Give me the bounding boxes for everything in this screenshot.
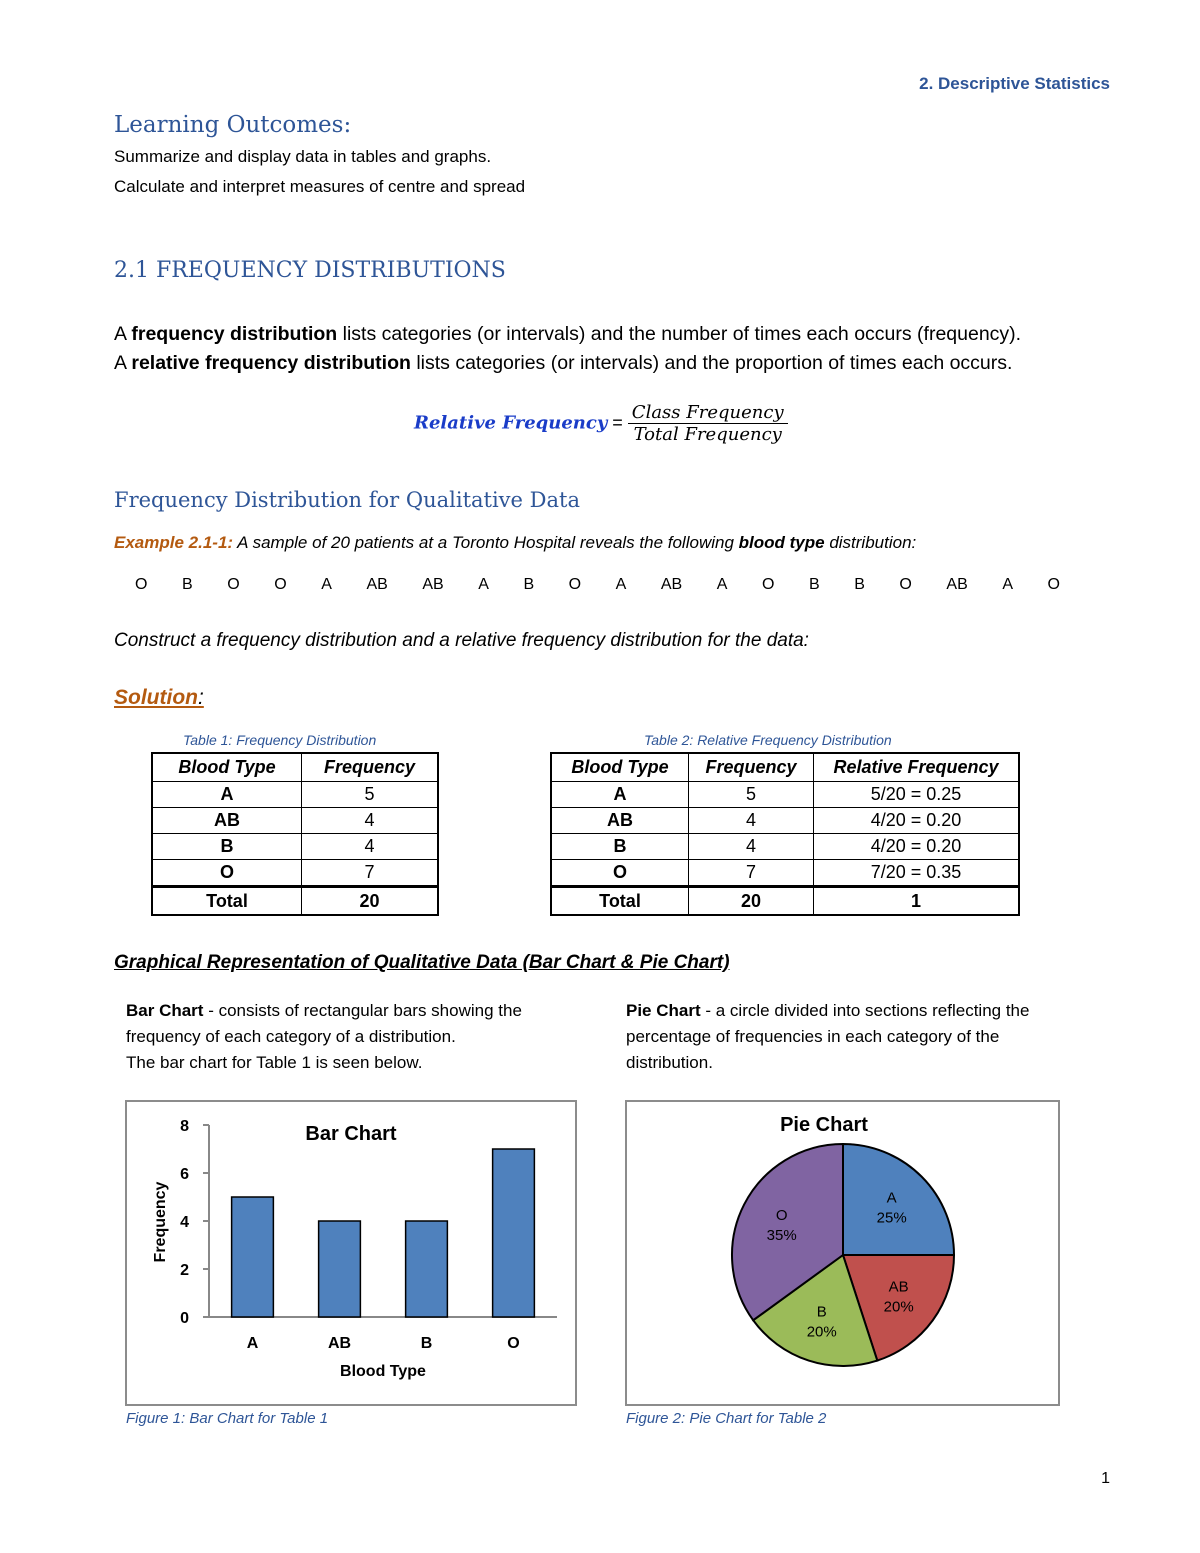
table-cell: B	[152, 834, 302, 860]
pie-slice-percent: 20%	[883, 1298, 914, 1316]
table-cell: AB	[152, 808, 302, 834]
sequence-item: B	[523, 576, 535, 593]
table-cell: 7	[302, 860, 439, 887]
table-header-cell: Relative Frequency	[814, 753, 1020, 782]
x-tick-label: AB	[327, 1335, 352, 1352]
pie-slice-label: B	[816, 1303, 827, 1321]
description-line	[126, 998, 522, 1024]
table-cell: 5	[302, 782, 439, 808]
pie-slice-percent: 20%	[806, 1323, 837, 1341]
bar-AB	[319, 1221, 361, 1317]
table-cell: 7	[689, 860, 814, 887]
pie-slice-A	[843, 1144, 954, 1255]
solution-colon: :	[197, 686, 204, 709]
bar-B	[406, 1221, 448, 1317]
table-cell: 5/20 = 0.25	[814, 782, 1020, 808]
table2-caption: Table 2: Relative Frequency Distribution	[644, 732, 892, 748]
table-total-row	[551, 887, 1019, 916]
x-tick-label: A	[246, 1335, 259, 1352]
sequence-item: O	[761, 576, 775, 593]
description-line: percentage of frequencies in each category of the	[626, 1027, 1000, 1046]
sequence-item: AB	[422, 576, 444, 593]
pie-chart-frame	[625, 1100, 1060, 1406]
pie-chart-title: Pie Chart	[780, 1114, 868, 1136]
bar-chart-description	[126, 998, 522, 1076]
definition-term: frequency distribution	[131, 323, 338, 345]
sequence-item: O	[899, 576, 912, 593]
table-cell: A	[551, 782, 689, 808]
sequence-item: O	[135, 576, 148, 593]
y-tick-label: 6	[180, 1166, 189, 1183]
sequence-item: AB	[660, 576, 683, 593]
frequency-table	[151, 752, 439, 916]
definition-term: relative frequency distribution	[131, 352, 411, 374]
x-tick-label: O	[507, 1335, 520, 1352]
formula-fraction	[628, 402, 788, 445]
example-statement	[114, 533, 916, 553]
solution-heading	[114, 686, 204, 710]
sequence-item: O	[227, 576, 240, 593]
table-header-row	[551, 753, 1019, 782]
pie-slice-label: AB	[888, 1278, 909, 1296]
learning-outcome-item: Summarize and display data in tables and graphs.	[114, 147, 492, 166]
table-row	[551, 860, 1019, 887]
pie-chart-description	[626, 998, 1029, 1076]
table-cell: 4	[302, 808, 439, 834]
bar-chart-title: Bar Chart	[305, 1123, 397, 1145]
table-header-cell: Blood Type	[551, 753, 689, 782]
table-cell: B	[551, 834, 689, 860]
bar-chart-frame	[125, 1100, 577, 1406]
sequence-item: O	[568, 576, 582, 593]
table-header-cell: Frequency	[302, 753, 439, 782]
table-header-cell: Blood Type	[152, 753, 302, 782]
table-cell: 4	[302, 834, 439, 860]
table-cell: 4	[689, 834, 814, 860]
pie-chart-caption: Figure 2: Pie Chart for Table 2	[626, 1410, 827, 1427]
formula-equals: =	[607, 412, 628, 433]
sequence-item: B	[808, 576, 820, 593]
example-text: distribution:	[824, 533, 917, 552]
table-row	[551, 834, 1019, 860]
description-line: The bar chart for Table 1 is seen below.	[126, 1053, 423, 1072]
pie-slice-percent: 35%	[766, 1226, 797, 1244]
table-row	[152, 860, 438, 887]
sequence-item: AB	[946, 576, 968, 593]
page-number: 1	[1101, 1470, 1110, 1487]
learning-outcome-item: Calculate and interpret measures of centre and spread	[114, 177, 526, 196]
table-cell: A	[152, 782, 302, 808]
bar-O	[493, 1149, 535, 1317]
subsection-title: Frequency Distribution for Qualitative Data	[114, 488, 580, 512]
graphical-section-title: Graphical Representation of Qualitative Data (Bar Chart & Pie Chart)	[114, 952, 730, 973]
bar-chart-caption: Figure 1: Bar Chart for Table 1	[126, 1410, 329, 1427]
sequence-item: A	[615, 576, 627, 593]
description-term: Bar Chart	[126, 1001, 204, 1020]
sequence-item: B	[854, 576, 865, 593]
sequence-item: AB	[366, 576, 388, 593]
learning-outcomes-title: Learning Outcomes:	[114, 112, 352, 138]
section-title: 2.1 FREQUENCY DISTRIBUTIONS	[114, 258, 506, 283]
table-cell: O	[152, 860, 302, 887]
sequence-item: B	[182, 576, 193, 593]
y-axis-label: Frequency	[152, 1181, 169, 1263]
table-header-row	[152, 753, 438, 782]
table-cell: 1	[814, 887, 1020, 916]
table-row	[152, 782, 438, 808]
bar-A	[232, 1197, 274, 1317]
y-tick-label: 2	[180, 1262, 189, 1279]
sequence-item: O	[1047, 576, 1060, 593]
table-header-cell: Frequency	[689, 753, 814, 782]
example-text: A sample of 20 patients at a Toronto Hospital reveals the following	[233, 533, 739, 552]
definition-text: lists categories (or intervals) and the number of times each occurs (frequency).	[337, 323, 1022, 345]
definition-text: lists categories (or intervals) and the proportion of times each occurs.	[410, 352, 1013, 374]
table-row	[551, 808, 1019, 834]
table-cell: 5	[689, 782, 814, 808]
solution-label: Solution	[114, 686, 198, 709]
pie-slice-label: A	[886, 1189, 897, 1207]
pie-slice-percent: 25%	[876, 1209, 907, 1227]
example-label: Example 2.1-1:	[114, 533, 234, 552]
table-cell: Total	[152, 887, 302, 916]
table-cell: AB	[551, 808, 689, 834]
table-cell: 4/20 = 0.20	[814, 808, 1020, 834]
example-instruction: Construct a frequency distribution and a relative frequency distribution for the data:	[114, 630, 809, 651]
table-cell: Total	[551, 887, 689, 916]
sequence-item: A	[716, 576, 728, 593]
page-header: 2. Descriptive Statistics	[919, 74, 1110, 93]
table-row	[551, 782, 1019, 808]
x-axis-label: Blood Type	[340, 1363, 426, 1380]
bar-chart	[127, 1102, 575, 1404]
description-text: - consists of rectangular bars showing the	[203, 1001, 522, 1020]
x-tick-label: B	[420, 1335, 433, 1352]
table-row	[152, 834, 438, 860]
description-term: Pie Chart	[626, 1001, 701, 1020]
example-bold-term: blood type	[738, 533, 825, 552]
definition-text: A	[114, 352, 132, 374]
relative-frequency-table	[550, 752, 1020, 916]
table-cell: 7/20 = 0.35	[814, 860, 1020, 887]
pie-chart	[627, 1102, 1058, 1404]
sequence-item: A	[1002, 576, 1013, 593]
description-line: distribution.	[626, 1053, 713, 1072]
frequency-definition	[114, 323, 1021, 346]
relative-frequency-definition	[114, 352, 1012, 375]
formula-lhs: Relative Frequency	[414, 412, 608, 434]
sequence-item: O	[274, 576, 287, 593]
y-tick-label: 0	[180, 1310, 189, 1327]
table-total-row	[152, 887, 438, 916]
table-cell: O	[551, 860, 689, 887]
table1-caption: Table 1: Frequency Distribution	[183, 732, 377, 748]
table-cell: 20	[689, 887, 814, 916]
pie-slice-label: O	[775, 1206, 788, 1224]
description-line	[626, 998, 1029, 1024]
table-cell: 20	[302, 887, 439, 916]
formula-denominator: Total Frequency	[633, 424, 782, 445]
description-text: - a circle divided into sections reflecting the	[700, 1001, 1030, 1020]
sequence-item: A	[478, 576, 489, 593]
blood-type-sequence	[135, 576, 1060, 594]
y-tick-label: 4	[180, 1214, 189, 1231]
table-cell: 4/20 = 0.20	[814, 834, 1020, 860]
formula-numerator: Class Frequency	[628, 402, 788, 424]
description-line: frequency of each category of a distribution.	[126, 1027, 456, 1046]
relative-frequency-formula	[414, 402, 788, 445]
table-cell: 4	[689, 808, 814, 834]
definition-text: A	[114, 323, 132, 345]
y-tick-label: 8	[180, 1118, 189, 1135]
table-row	[152, 808, 438, 834]
sequence-item: A	[321, 576, 332, 593]
